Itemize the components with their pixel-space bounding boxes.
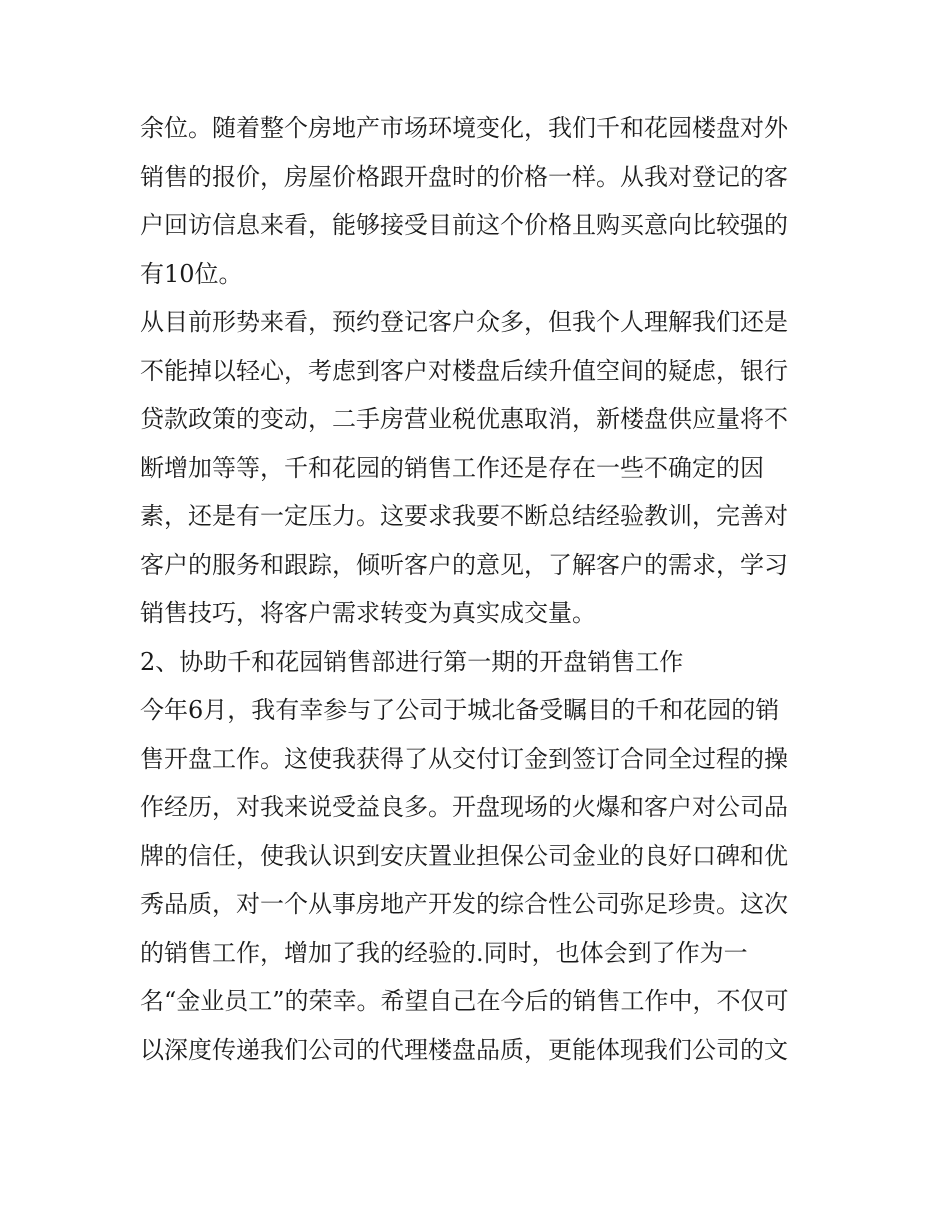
text-line: 今年6月，我有幸参与了公司于城北备受瞩目的千和花园的销 <box>140 696 780 724</box>
text-line: 有10位。 <box>140 259 243 288</box>
text-line: 不能掉以轻心，考虑到客户对楼盘后续升值空间的疑虑，银行 <box>140 356 788 385</box>
text-line: 素，还是有一定压力。这要求我要不断总结经验教训，完善对 <box>140 502 788 530</box>
text-line: 客户的服务和跟踪，倾听客户的意见，了解客户的需求，学习 <box>140 550 788 579</box>
text-line: 以深度传递我们公司的代理楼盘品质，更能体现我们公司的文 <box>140 1035 788 1064</box>
text-line: 名“金业员工”的荣幸。希望自己在今后的销售工作中，不仅可 <box>140 987 789 1015</box>
section-heading: 2、协助千和花园销售部进行第一期的开盘销售工作 <box>140 647 684 676</box>
text-line: 从目前形势来看，预约登记客户众多，但我个人理解我们还是 <box>140 308 788 336</box>
text-line: 的销售工作，增加了我的经验的.同时，也体会到了作为一 <box>140 938 748 967</box>
text-line: 贷款政策的变动，二手房营业税优惠取消，新楼盘供应量将不 <box>140 405 788 433</box>
text-line: 作经历，对我来说受益良多。开盘现场的火爆和客户对公司品 <box>140 793 788 821</box>
text-line: 销售的报价，房屋价格跟开盘时的价格一样。从我对登记的客 <box>140 162 788 191</box>
text-line: 户回访信息来看，能够接受目前这个价格且购买意向比较强的 <box>140 211 788 239</box>
text-line: 断增加等等，千和花园的销售工作还是存在一些不确定的因 <box>140 453 764 482</box>
document-body <box>140 104 820 1074</box>
text-line: 秀品质，对一个从事房地产开发的综合性公司弥足珍贵。这次 <box>140 890 788 918</box>
text-line: 牌的信任，使我认识到安庆置业担保公司金业的良好口碑和优 <box>140 841 788 870</box>
text-line: 售开盘工作。这使我获得了从交付订金到签订合同全过程的操 <box>140 744 788 773</box>
text-line: 余位。随着整个房地产市场环境变化，我们千和花园楼盘对外 <box>140 114 788 142</box>
text-line: 销售技巧，将客户需求转变为真实成交量。 <box>140 599 596 627</box>
